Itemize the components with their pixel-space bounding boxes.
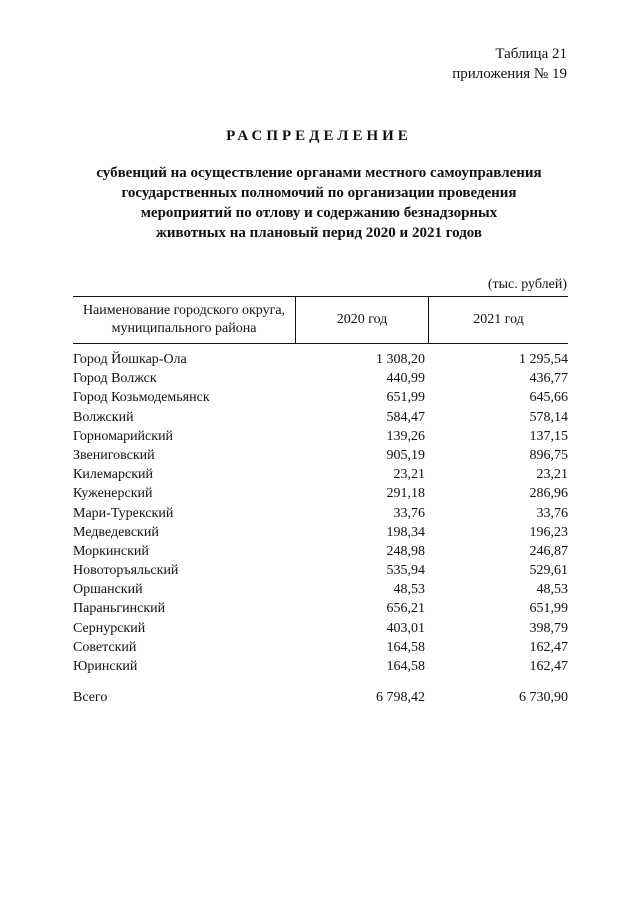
appendix-number: приложения № 19	[452, 66, 567, 82]
table-row	[73, 638, 568, 657]
row-name-cell: Оршанский	[73, 582, 143, 598]
row-2021-cell: 1 295,54	[519, 352, 568, 367]
row-2021-cell: 286,96	[529, 486, 568, 502]
row-2021-cell: 48,53	[536, 582, 568, 598]
row-2021-cell: 137,15	[529, 428, 568, 444]
table-row	[73, 619, 568, 638]
row-2020-cell: 656,21	[386, 601, 425, 617]
row-name-cell: Куженерский	[73, 486, 153, 502]
table-row	[73, 427, 568, 446]
column-header-2021: 2021 год	[473, 312, 524, 327]
row-2020-cell: 535,94	[386, 563, 425, 579]
row-2021-cell: 33,76	[536, 505, 568, 521]
row-2021-cell: 578,14	[529, 409, 568, 425]
table-row	[73, 465, 568, 484]
row-name-cell: Город Йошкар-Ола	[73, 352, 187, 367]
row-name-cell: Волжский	[73, 409, 134, 425]
table-total-row	[73, 688, 568, 707]
total-label: Всего	[73, 690, 108, 706]
row-2020-cell: 403,01	[386, 620, 425, 636]
row-2020-cell: 291,18	[386, 486, 425, 502]
row-2021-cell: 896,75	[529, 447, 568, 463]
row-2021-cell: 162,47	[529, 659, 568, 674]
row-2021-cell: 246,87	[529, 543, 568, 559]
column-header-name: Наименование городского округа, муниципального района	[73, 297, 296, 343]
row-2020-cell: 23,21	[393, 467, 425, 483]
subtitle-line: субвенций на осуществление органами местного самоуправления	[96, 165, 542, 181]
document-subtitle	[60, 163, 578, 243]
subtitle-line: мероприятий по отлову и содержанию безнадзорных	[140, 205, 498, 221]
row-2021-cell: 645,66	[529, 390, 568, 406]
row-2020-cell: 164,58	[386, 639, 425, 655]
row-2020-cell: 905,19	[386, 447, 425, 463]
table-row	[73, 484, 568, 503]
row-2020-cell: 164,58	[386, 659, 425, 674]
row-2020-cell: 440,99	[386, 371, 425, 387]
row-2021-cell: 162,47	[529, 639, 568, 655]
row-2020-cell: 1 308,20	[376, 352, 425, 367]
row-2021-cell: 23,21	[536, 467, 568, 483]
row-name-cell: Медведевский	[73, 524, 159, 540]
row-name-cell: Горномарийский	[73, 428, 174, 444]
row-2021-cell: 529,61	[529, 563, 568, 579]
row-name-cell: Город Волжск	[73, 371, 157, 387]
row-2020-cell: 139,26	[386, 428, 425, 444]
row-2021-cell: 651,99	[529, 601, 568, 617]
row-name-cell: Сернурский	[73, 620, 146, 636]
row-name-cell: Юринский	[73, 659, 138, 674]
row-2020-cell: 48,53	[393, 582, 425, 598]
row-2021-cell: 196,23	[529, 524, 568, 540]
table-row	[73, 369, 568, 388]
distribution-table	[73, 296, 568, 707]
row-name-cell: Параньгинский	[73, 601, 166, 617]
row-2020-cell: 248,98	[386, 543, 425, 559]
subtitle-line: животных на плановый перид 2020 и 2021 годов	[155, 225, 483, 241]
total-2021: 6 730,90	[519, 690, 568, 706]
row-2020-cell: 198,34	[386, 524, 425, 540]
document-title: РАСПРЕДЕЛЕНИЕ	[226, 128, 412, 144]
total-2020: 6 798,42	[376, 690, 425, 706]
table-row	[73, 350, 568, 369]
row-2020-cell: 584,47	[386, 409, 425, 425]
table-row	[73, 523, 568, 542]
table-header	[73, 296, 568, 344]
subtitle-line: государственных полномочий по организации проведения	[121, 185, 517, 201]
table-row	[73, 561, 568, 580]
table-row	[73, 657, 568, 676]
table-row	[73, 446, 568, 465]
row-name-cell: Килемарский	[73, 467, 154, 483]
row-2020-cell: 651,99	[386, 390, 425, 406]
row-name-cell: Моркинский	[73, 543, 149, 559]
table-row	[73, 542, 568, 561]
row-2020-cell: 33,76	[393, 505, 425, 521]
row-2021-cell: 398,79	[529, 620, 568, 636]
row-name-cell: Новоторъяльский	[73, 563, 179, 579]
table-row	[73, 599, 568, 618]
table-body	[73, 350, 568, 676]
table-number: Таблица 21	[495, 46, 567, 62]
row-name-cell: Советский	[73, 639, 137, 655]
row-name-cell: Город Козьмодемьянск	[73, 390, 210, 406]
column-header-2020: 2020 год	[296, 297, 429, 343]
units-label: (тыс. рублей)	[487, 277, 567, 292]
table-row	[73, 388, 568, 407]
row-name-cell: Мари-Турекский	[73, 505, 174, 521]
table-row	[73, 504, 568, 523]
table-row	[73, 580, 568, 599]
row-name-cell: Звениговский	[73, 447, 155, 463]
table-row	[73, 408, 568, 427]
table-reference	[452, 44, 567, 84]
row-2021-cell: 436,77	[529, 371, 568, 387]
